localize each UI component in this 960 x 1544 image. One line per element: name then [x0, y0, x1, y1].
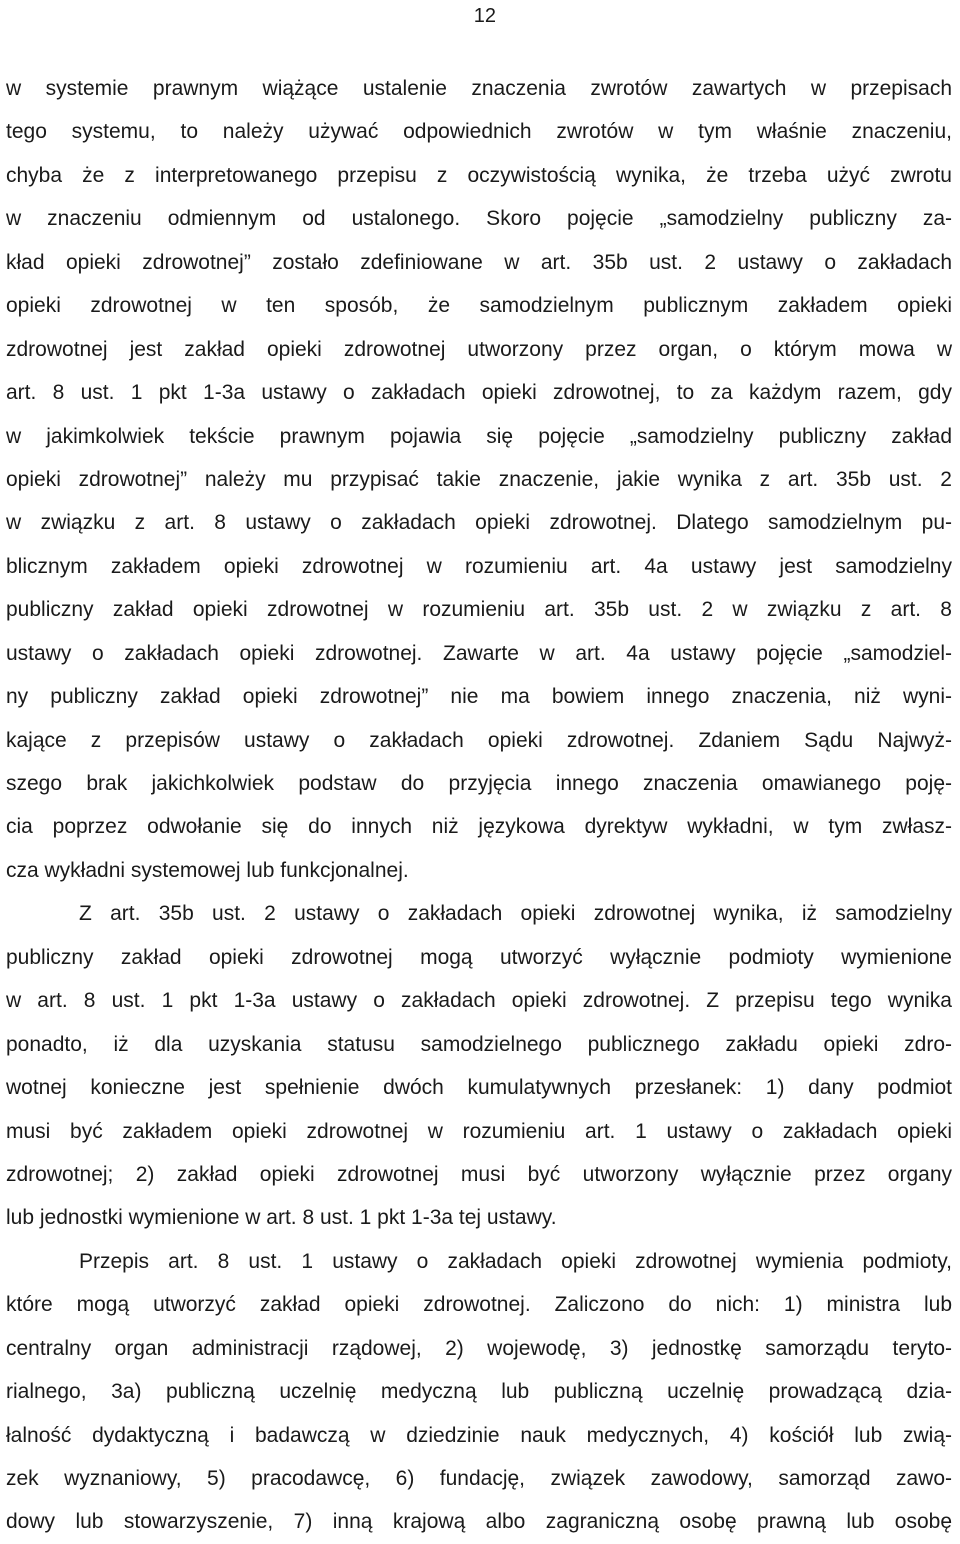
text-line: ponadto, iż dla uzyskania statusu samodzielnego publicznego zakładu opieki zdro-	[6, 1032, 952, 1056]
text-line: centralny organ administracji rządowej, 2) wojewodę, 3) jednostkę samorządu teryto-	[6, 1336, 952, 1360]
text-line: w znaczeniu odmiennym od ustalonego. Skoro pojęcie „samodzielny publiczny za-	[6, 207, 952, 231]
text-line: zek wyznaniowy, 5) pracodawcę, 6) fundację, związek zawodowy, samorząd zawo-	[6, 1467, 952, 1490]
text-line: publiczny zakład opieki zdrowotnej mogą utworzyć wyłącznie podmioty wymienione	[6, 945, 952, 969]
text-line: dowy lub stowarzyszenie, 7) inną krajową albo zagraniczną osobę prawną lub osobę	[6, 1510, 952, 1534]
text-line: publiczny zakład opieki zdrowotnej w rozumieniu art. 35b ust. 2 w związku z art. 8	[6, 598, 952, 622]
text-line: chyba że z interpretowanego przepisu z oczywistością wynika, że trzeba użyć zwrotu	[6, 163, 952, 187]
text-line: blicznym zakładem opieki zdrowotnej w rozumieniu art. 4a ustawy jest samodzielny	[6, 554, 952, 578]
text-line: kład opieki zdrowotnej” zostało zdefiniowane w art. 35b ust. 2 ustawy o zakładach	[6, 250, 952, 274]
text-line: szego brak jakichkolwiek podstaw do przyjęcia innego znaczenia omawianego poję-	[6, 772, 952, 795]
text-line: łalność dydaktyczną i badawczą w dziedzinie nauk medycznych, 4) kościół lub zwią-	[6, 1423, 952, 1447]
text-line: w systemie prawnym wiążące ustalenie znaczenia zwrotów zawartych w przepisach	[6, 77, 952, 100]
text-line: ustawy o zakładach opieki zdrowotnej. Zawarte w art. 4a ustawy pojęcie „samodziel-	[6, 641, 952, 665]
text-line: kające z przepisów ustawy o zakładach opieki zdrowotnej. Zdaniem Sądu Najwyż-	[6, 728, 952, 752]
paragraph-first-line: Przepis art. 8 ust. 1 ustawy o zakładach opieki zdrowotnej wymienia podmioty,	[79, 1249, 952, 1273]
text-line: cia poprzez odwołanie się do innych niż językowa dyrektyw wykładni, w tym zwłasz-	[6, 815, 952, 839]
text-line: zdrowotnej jest zakład opieki zdrowotnej utworzony przez organ, o którym mowa w	[6, 337, 952, 361]
text-line: rialnego, 3a) publiczną uczelnię medyczną lub publiczną uczelnię prowadzącą dzia-	[6, 1380, 952, 1404]
text-line: tego systemu, to należy używać odpowiednich zwrotów w tym właśnie znaczeniu,	[6, 120, 952, 144]
text-line: opieki zdrowotnej” należy mu przypisać takie znaczenie, jakie wynika z art. 35b ust. 2	[6, 467, 952, 491]
text-line: wotnej konieczne jest spełnienie dwóch kumulatywnych przesłanek: 1) dany podmiot	[6, 1076, 952, 1100]
text-line: w związku z art. 8 ustawy o zakładach opieki zdrowotnej. Dlatego samodzielnym pu-	[6, 511, 952, 535]
text-line: ny publiczny zakład opieki zdrowotnej” nie ma bowiem innego znaczenia, niż wyni-	[6, 685, 952, 709]
document-body	[6, 67, 952, 1544]
text-line: w jakimkolwiek tekście prawnym pojawia się pojęcie „samodzielny publiczny zakład	[6, 424, 952, 448]
text-line: art. 8 ust. 1 pkt 1-3a ustawy o zakładach opieki zdrowotnej, to za każdym razem, gdy	[6, 381, 952, 405]
text-line: cza wykładni systemowej lub funkcjonalnej.	[6, 858, 409, 882]
paragraph-first-line: Z art. 35b ust. 2 ustawy o zakładach opieki zdrowotnej wynika, iż samodzielny	[79, 902, 952, 926]
page-number: 12	[473, 5, 496, 27]
text-line: opieki zdrowotnej w ten sposób, że samodzielnym publicznym zakładem opieki	[6, 294, 952, 318]
text-line: w art. 8 ust. 1 pkt 1-3a ustawy o zakładach opieki zdrowotnej. Z przepisu tego wynika	[6, 989, 952, 1013]
text-line: zdrowotnej; 2) zakład opieki zdrowotnej musi być utworzony wyłącznie przez organy	[6, 1162, 952, 1186]
text-line: lub jednostki wymienione w art. 8 ust. 1 pkt 1-3a tej ustawy.	[6, 1206, 557, 1230]
text-line: które mogą utworzyć zakład opieki zdrowotnej. Zaliczono do nich: 1) ministra lub	[6, 1293, 952, 1317]
text-line: musi być zakładem opieki zdrowotnej w rozumieniu art. 1 ustawy o zakładach opieki	[6, 1119, 952, 1143]
